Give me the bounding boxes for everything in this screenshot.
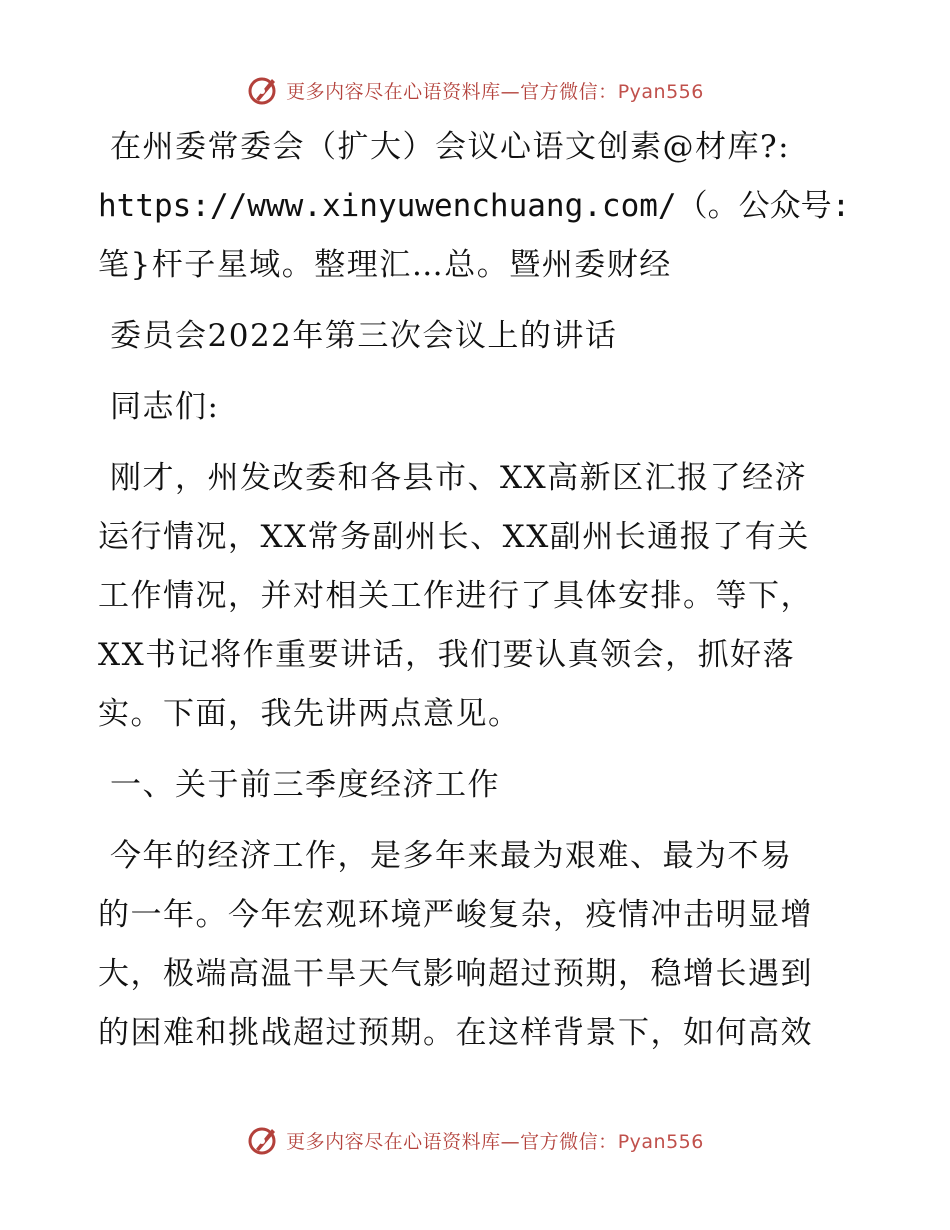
pen-logo-icon — [246, 73, 280, 107]
text-line: 的困难和挑战超过预期。在这样背景下，如何高效 — [98, 1015, 813, 1051]
watermark-dash: — — [500, 1130, 521, 1153]
watermark-main: 更多内容尽在心语资料库 — [286, 80, 501, 103]
watermark-official: 官方微信： — [520, 80, 618, 103]
text-line: 大，极端高温干旱天气影响超过预期，稳增长遇到 — [98, 956, 813, 992]
text-line: https://www.xinyuwenchuang.com/（。公众号: — [98, 188, 851, 224]
text-line: 工作情况，并对相关工作进行了具体安排。等下， — [98, 578, 813, 614]
watermark-main: 更多内容尽在心语资料库 — [286, 1130, 501, 1153]
section-heading: 一、关于前三季度经济工作 — [110, 767, 500, 803]
watermark-id: Pyan556 — [617, 1130, 704, 1153]
salutation: 同志们: — [110, 389, 220, 425]
text-line: 的一年。今年宏观环境严峻复杂，疫情冲击明显增 — [98, 897, 813, 933]
text-line: 在州委常委会（扩大）会议心语文创素@材库?: — [110, 129, 791, 165]
title-line: 委员会2022年第三次会议上的讲话 — [110, 318, 618, 354]
watermark-id: Pyan556 — [617, 80, 704, 103]
text-line: 刚才，州发改委和各县市、XX高新区汇报了经济 — [110, 460, 808, 496]
footer-watermark — [0, 1118, 950, 1162]
watermark-text — [286, 77, 704, 104]
text-line: 实。下面，我先讲两点意见。 — [98, 696, 521, 732]
text-line: 今年的经济工作，是多年来最为艰难、最为不易 — [110, 838, 793, 874]
text-line: 笔}杆子星域。整理汇…总。暨州委财经 — [98, 247, 672, 283]
watermark-text — [286, 1127, 704, 1154]
document-body — [98, 118, 858, 1063]
watermark-dash: — — [500, 80, 521, 103]
header-watermark — [0, 68, 950, 112]
pen-logo-icon — [246, 1123, 280, 1157]
text-line: 运行情况，XX常务副州长、XX副州长通报了有关 — [98, 519, 810, 555]
watermark-official: 官方微信： — [520, 1130, 618, 1153]
text-line: XX书记将作重要讲话，我们要认真领会，抓好落 — [98, 637, 796, 673]
